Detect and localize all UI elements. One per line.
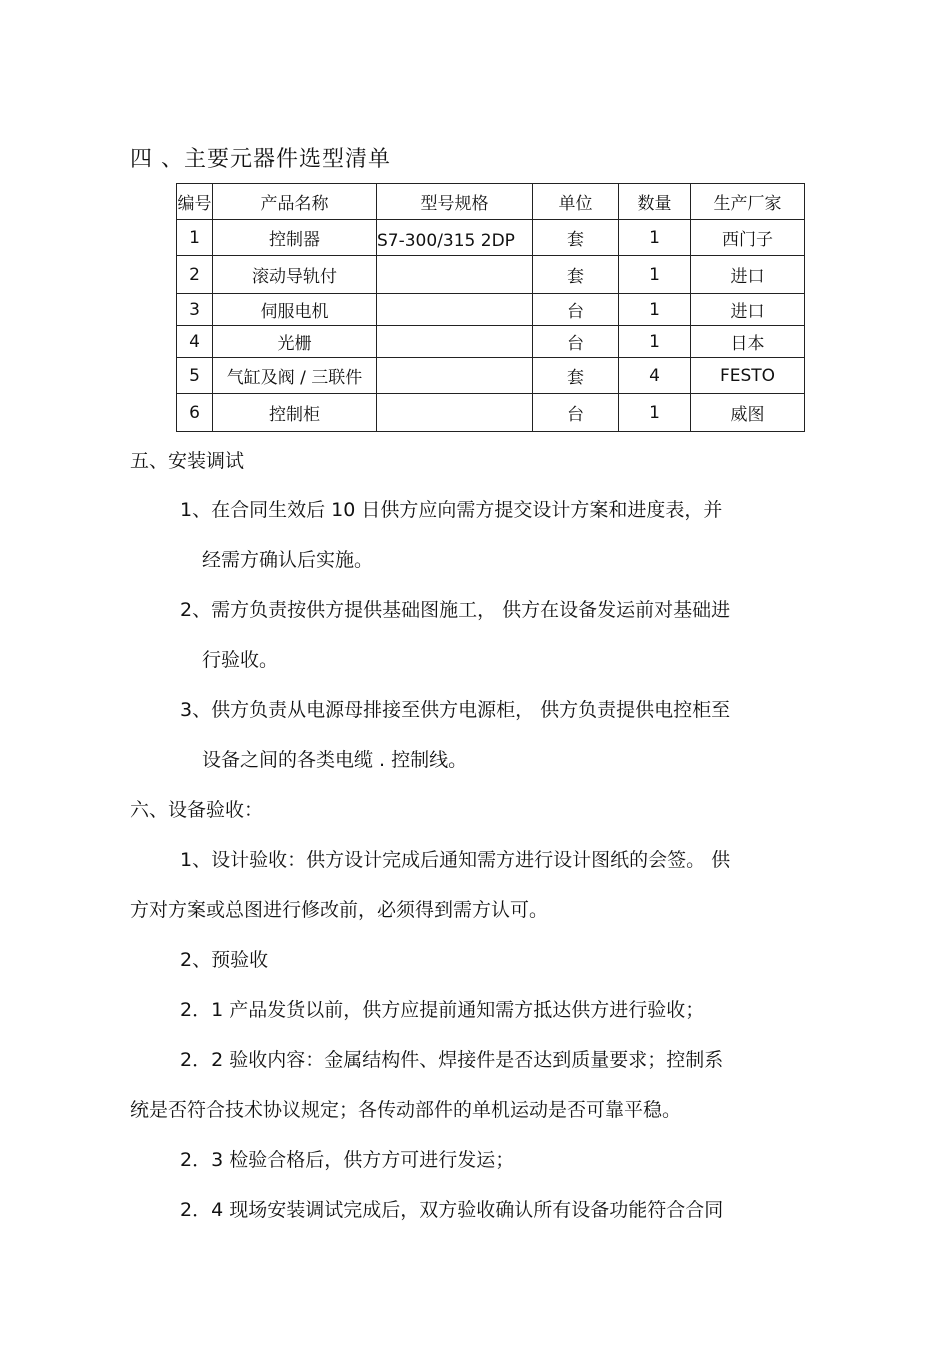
table-cell: 台 [533,394,619,432]
pre-acceptance-2-4: 2．4 现场安装调试完成后，双方验收确认所有设备功能符合合同 [180,1199,724,1221]
table-row [177,256,805,294]
table-header-row [177,184,805,220]
parts-table [176,183,805,432]
table-cell: 台 [533,326,619,358]
section-5-item-2-line-2: 行验收。 [202,649,279,671]
table-cell: 1 [619,394,691,432]
pre-acceptance-2-2-line-2: 统是否符合技术协议规定；各传动部件的单机运动是否可靠平稳。 [130,1099,682,1121]
table-cell: 气缸及阀 / 三联件 [213,358,377,394]
table-row [177,326,805,358]
table-cell [377,256,533,294]
table-row [177,394,805,432]
table-cell: 1 [619,220,691,256]
section-5-item-1-line-1: 1、在合同生效后 10 日供方应向需方提交设计方案和进度表，并 [180,499,723,521]
table-cell: 1 [619,326,691,358]
section-5-title: 五、安装调试 [130,450,245,472]
section-5-item-3-line-1: 3、供方负责从电源母排接至供方电源柜， 供方负责提供电控柜至 [180,699,731,721]
table-row [177,294,805,326]
table-cell: 日本 [691,326,805,358]
table-cell: 光栅 [213,326,377,358]
table-cell: 3 [177,294,213,326]
pre-acceptance-2-1: 2．1 产品发货以前，供方应提前通知需方抵达供方进行验收； [180,999,705,1021]
table-cell: 套 [533,256,619,294]
table-cell: 4 [177,326,213,358]
pre-acceptance-title: 2、预验收 [180,949,269,971]
table-cell: 2 [177,256,213,294]
table-cell: 1 [177,220,213,256]
header-cell: 数量 [619,184,691,220]
table-cell: 威图 [691,394,805,432]
table-cell: 台 [533,294,619,326]
table-cell: 套 [533,358,619,394]
table-cell: 伺服电机 [213,294,377,326]
design-acceptance-line-1: 1、设计验收：供方设计完成后通知需方进行设计图纸的会签。 供 [180,849,731,871]
table-cell: 西门子 [691,220,805,256]
header-cell: 编号 [177,184,213,220]
table-cell: 控制器 [213,220,377,256]
table-cell: FESTO [691,358,805,394]
table-row [177,358,805,394]
header-cell: 生产厂家 [691,184,805,220]
table-cell: 6 [177,394,213,432]
table-cell [377,394,533,432]
header-cell: 单位 [533,184,619,220]
table-cell [377,326,533,358]
section-5-item-2-line-1: 2、需方负责按供方提供基础图施工， 供方在设备发运前对基础进 [180,599,731,621]
section-5-item-1-line-2: 经需方确认后实施。 [202,549,374,571]
header-cell: 型号规格 [377,184,533,220]
table-cell: 4 [619,358,691,394]
pre-acceptance-2-2-line-1: 2．2 验收内容：金属结构件、焊接件是否达到质量要求；控制系 [180,1049,724,1071]
table-cell: 滚动导轨付 [213,256,377,294]
section-5-item-3-line-2: 设备之间的各类电缆 . 控制线。 [202,749,468,771]
table-cell: 1 [619,294,691,326]
table-cell: 5 [177,358,213,394]
section-6-title: 六、设备验收： [130,799,264,821]
section-4-title: 四 、主要元器件选型清单 [130,147,391,172]
table-cell [377,294,533,326]
table-cell: 进口 [691,294,805,326]
table-cell [377,358,533,394]
header-cell: 产品名称 [213,184,377,220]
design-acceptance-line-2: 方对方案或总图进行修改前，必须得到需方认可。 [130,899,549,921]
table-cell: 进口 [691,256,805,294]
table-cell: 套 [533,220,619,256]
pre-acceptance-2-3: 2．3 检验合格后，供方方可进行发运； [180,1149,515,1171]
table-cell: S7-300/315 2DP [377,220,533,256]
table-cell: 1 [619,256,691,294]
table-cell: 控制柜 [213,394,377,432]
table-row [177,220,805,256]
